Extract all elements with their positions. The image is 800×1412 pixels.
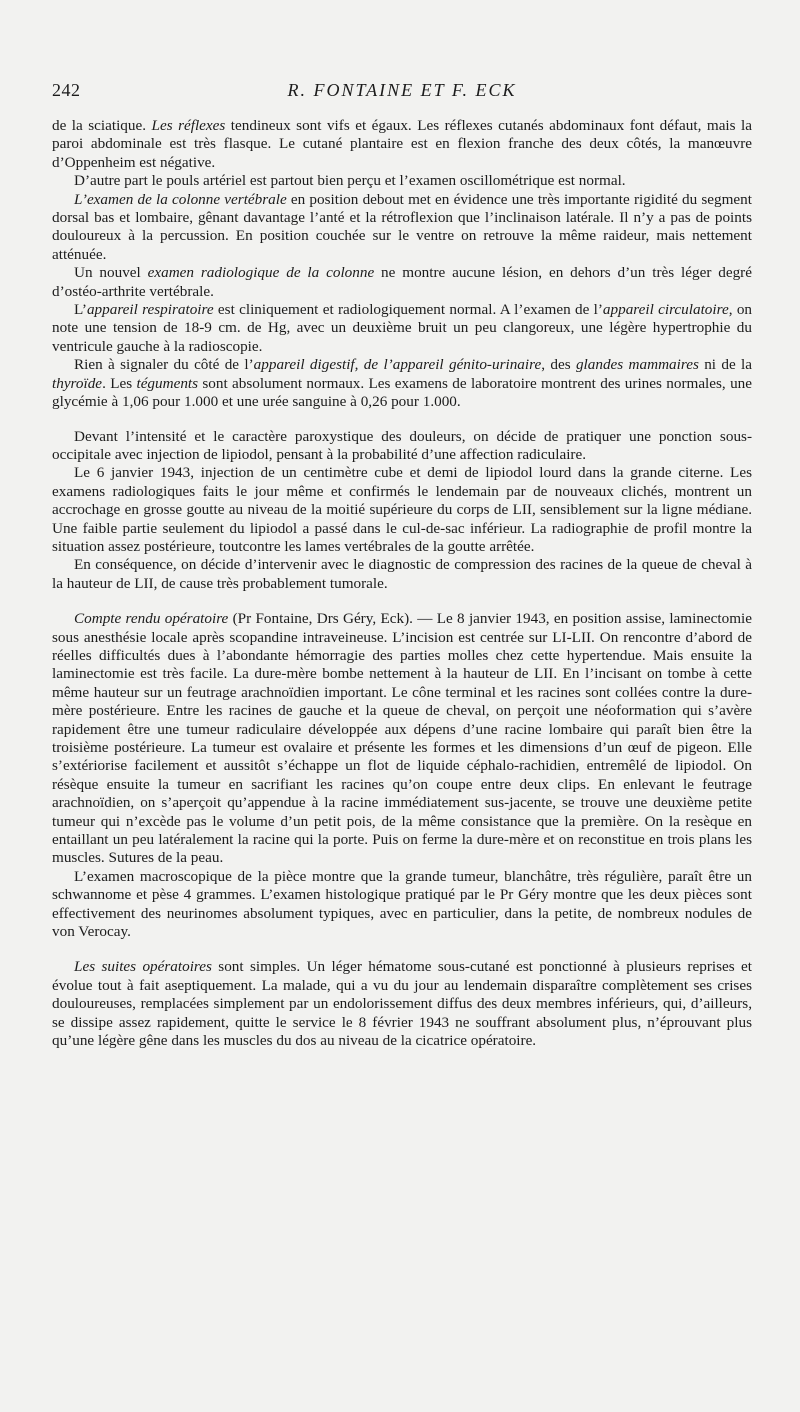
italic-phrase: téguments [136,374,199,392]
italic-phrase: Les suites opératoires [74,958,212,976]
section-gap [52,412,752,428]
text-run: en position debout met en évidence une très importante rigidité du segment dorsal bas et lombaire, gênant davantage l’anté et la rétroflexion que l’inclinaison latérale. Il n’y a pas de points douloureux à la percussion. En position couchée sur le ventre on retrouve la même raideur, mais nettement atténuée. [52,190,752,263]
text-run: , des [541,356,576,374]
italic-phrase: appareil digestif, de l’appareil génito-urinaire [253,356,542,374]
paragraph-p3 [52,191,752,265]
paragraph-p6 [52,356,752,411]
paragraph-p9 [52,556,752,593]
section-gap [52,941,752,958]
italic-phrase: appareil respiratoire [86,301,214,319]
paragraph-p1 [52,117,752,172]
body-text [52,117,752,1051]
running-head: R. FONTAINE ET F. ECK [287,80,517,100]
text-run: tendineux sont vifs et égaux. Les réflexes cutanés abdominaux font défaut, mais la paroi abdominale est très flasque. Le cutané plantaire est en flexion franche des deux côtés, la manœuvre d’Oppenheim est négative. [52,117,752,171]
text-run: L’ [74,301,87,319]
text-run: , on note une tension de 18-9 cm. de Hg, avec un deuxième bruit un peu clangoreux, une légère hypertrophie du ventricule gauche à la radioscopie. [52,301,753,355]
italic-phrase: appareil circulatoire [602,301,729,319]
italic-phrase: examen radiologique de la colonne [147,264,375,282]
text-run: L’examen macroscopique de la pièce montre que la grande tumeur, blanchâtre, très régulière, paraît être un schwannome et pèse 4 grammes. L’examen histologique pratiqué par le Pr Géry montre que les deux pièces sont effectivement des neurinomes absolument typiques, avec en particulier, dans la petite, de nombreux nodules de von Verocay. [52,867,752,941]
paragraph-p2 [52,172,752,190]
italic-phrase: glandes mammaires [575,356,699,374]
paragraph-p4 [52,264,752,301]
paragraph-p12 [52,958,752,1050]
text-run: de la sciatique. [52,117,152,134]
paragraph-p8 [52,464,752,556]
italic-phrase: Compte rendu opératoire [74,610,229,628]
italic-phrase: thyroïde [52,374,103,392]
text-run: ne montre aucune lésion, en dehors d’un très léger degré d’ostéo-arthrite vertébrale. [52,264,752,300]
text-run: . Les [102,374,137,392]
italic-phrase: Les réflexes [151,117,226,134]
text-run: D’autre part le pouls artériel est partout bien perçu et l’examen oscillométrique est normal. [74,172,626,190]
text-run: sont simples. Un léger hématome sous-cutané est ponctionné à plusieurs reprises et évolue tout à fait aseptiquement. La malade, qui a vu du jour au lendemain disparaître complètement ses crises douloureuses, remplacées simplement par un endolorissement diffus des deux membres inférieurs, qui, d’ailleurs, se dissipe assez rapidement, quitte le service le 8 février 1943 ne souffrant absolument plus, n’éprouvant plus qu’une légère gêne dans les muscles du dos au niveau de la cicatrice opératoire. [52,958,753,1050]
text-run: Devant l’intensité et le caractère paroxystique des douleurs, on décide de pratiquer une ponction sous-occipitale avec injection de lipiodol, pensant à la probabilité d’une affection radiculaire. [52,427,752,463]
paragraph-p10 [52,610,752,868]
text-run: ni de la [698,356,752,374]
section-gap [52,593,752,610]
paragraph-p11 [52,868,752,942]
text-run: (Pr Fontaine, Drs Géry, Eck). — Le 8 janvier 1943, en position assise, laminectomie sous anesthésie locale après scopandine intraveineuse. L’incision est centrée sur LI-LII. On rencontre d’abord de réelles difficultés dues à l’abondante hémorragie des parties molles chez cette hypertendue. Mais ensuite la laminectomie est très facile. La dure-mère bombe nettement à la hauteur de LII. En l’incisant on tombe à cette même hauteur sur un feutrage arachnoïdien important. Le cône terminal et les racines sont collées contre la dure-mère postérieure. Entre les racines de gauche et la queue de cheval, on perçoit une néoformation qui s’avère rapidement être une tumeur radiculaire développée aux dépens d’une racine lombaire qui paraît bien être la troisième postérieure. La tumeur est ovalaire et présente les formes et les dimensions d’un œuf de pigeon. Elle s’extériorise facilement et aussitôt s’échappe un flot de liquide céphalo-rachidien, entremêlé de lipiodol. On résèque ensuite la tumeur en sacrifiant les racines qu’on coupe entre deux clips. En enlevant le feutrage arachnoïdien, on s’aperçoit qu’appendue à la racine immédiatement sus-jacente, se trouve une deuxième petite tumeur qui n’excède pas le volume d’un petit pois, de la même consistance que la première. On la resèque en entaillant un peu latéralement la racine qui la porte. Puis on ferme la dure-mère et on reconstitue en trois plans les muscles. Sutures de la peau. [52,610,752,867]
page-number: 242 [52,80,81,100]
text-run: Le 6 janvier 1943, injection de un centimètre cube et demi de lipiodol lourd dans la grande citerne. Les examens radiologiques faits le jour même et confirmés le lendemain par de nouveaux clichés, montrent un accrochage en grosse goutte au niveau de la moitié supérieure du corps de LII, sensiblement sur la ligne médiane. Une faible partie seulement du lipiodol a passé dans le cul-de-sac inférieur. La radiographie de profil montre la situation assez postérieure, toutcontre les lames vertébrales de la goutte arrêtée. [52,464,752,555]
text-run: sont absolument normaux. Les examens de laboratoire montrent des urines normales, une glycémie à 1,06 pour 1.000 et une urée sanguine à 0,26 pour 1.000. [52,374,752,411]
text-run: En conséquence, on décide d’intervenir avec le diagnostic de compression des racines de la queue de cheval à la hauteur de LII, de cause très probablement tumorale. [52,556,752,592]
paragraph-p5 [52,301,752,356]
italic-phrase: L’examen de la colonne vertébrale [74,190,287,208]
page-header [52,80,752,106]
paragraph-p7 [52,428,752,465]
text-run: est cliniquement et radiologiquement normal. A l’examen de l’ [213,301,603,319]
text-run: Rien à signaler du côté de l’ [74,356,254,374]
text-run: Un nouvel [74,264,148,282]
